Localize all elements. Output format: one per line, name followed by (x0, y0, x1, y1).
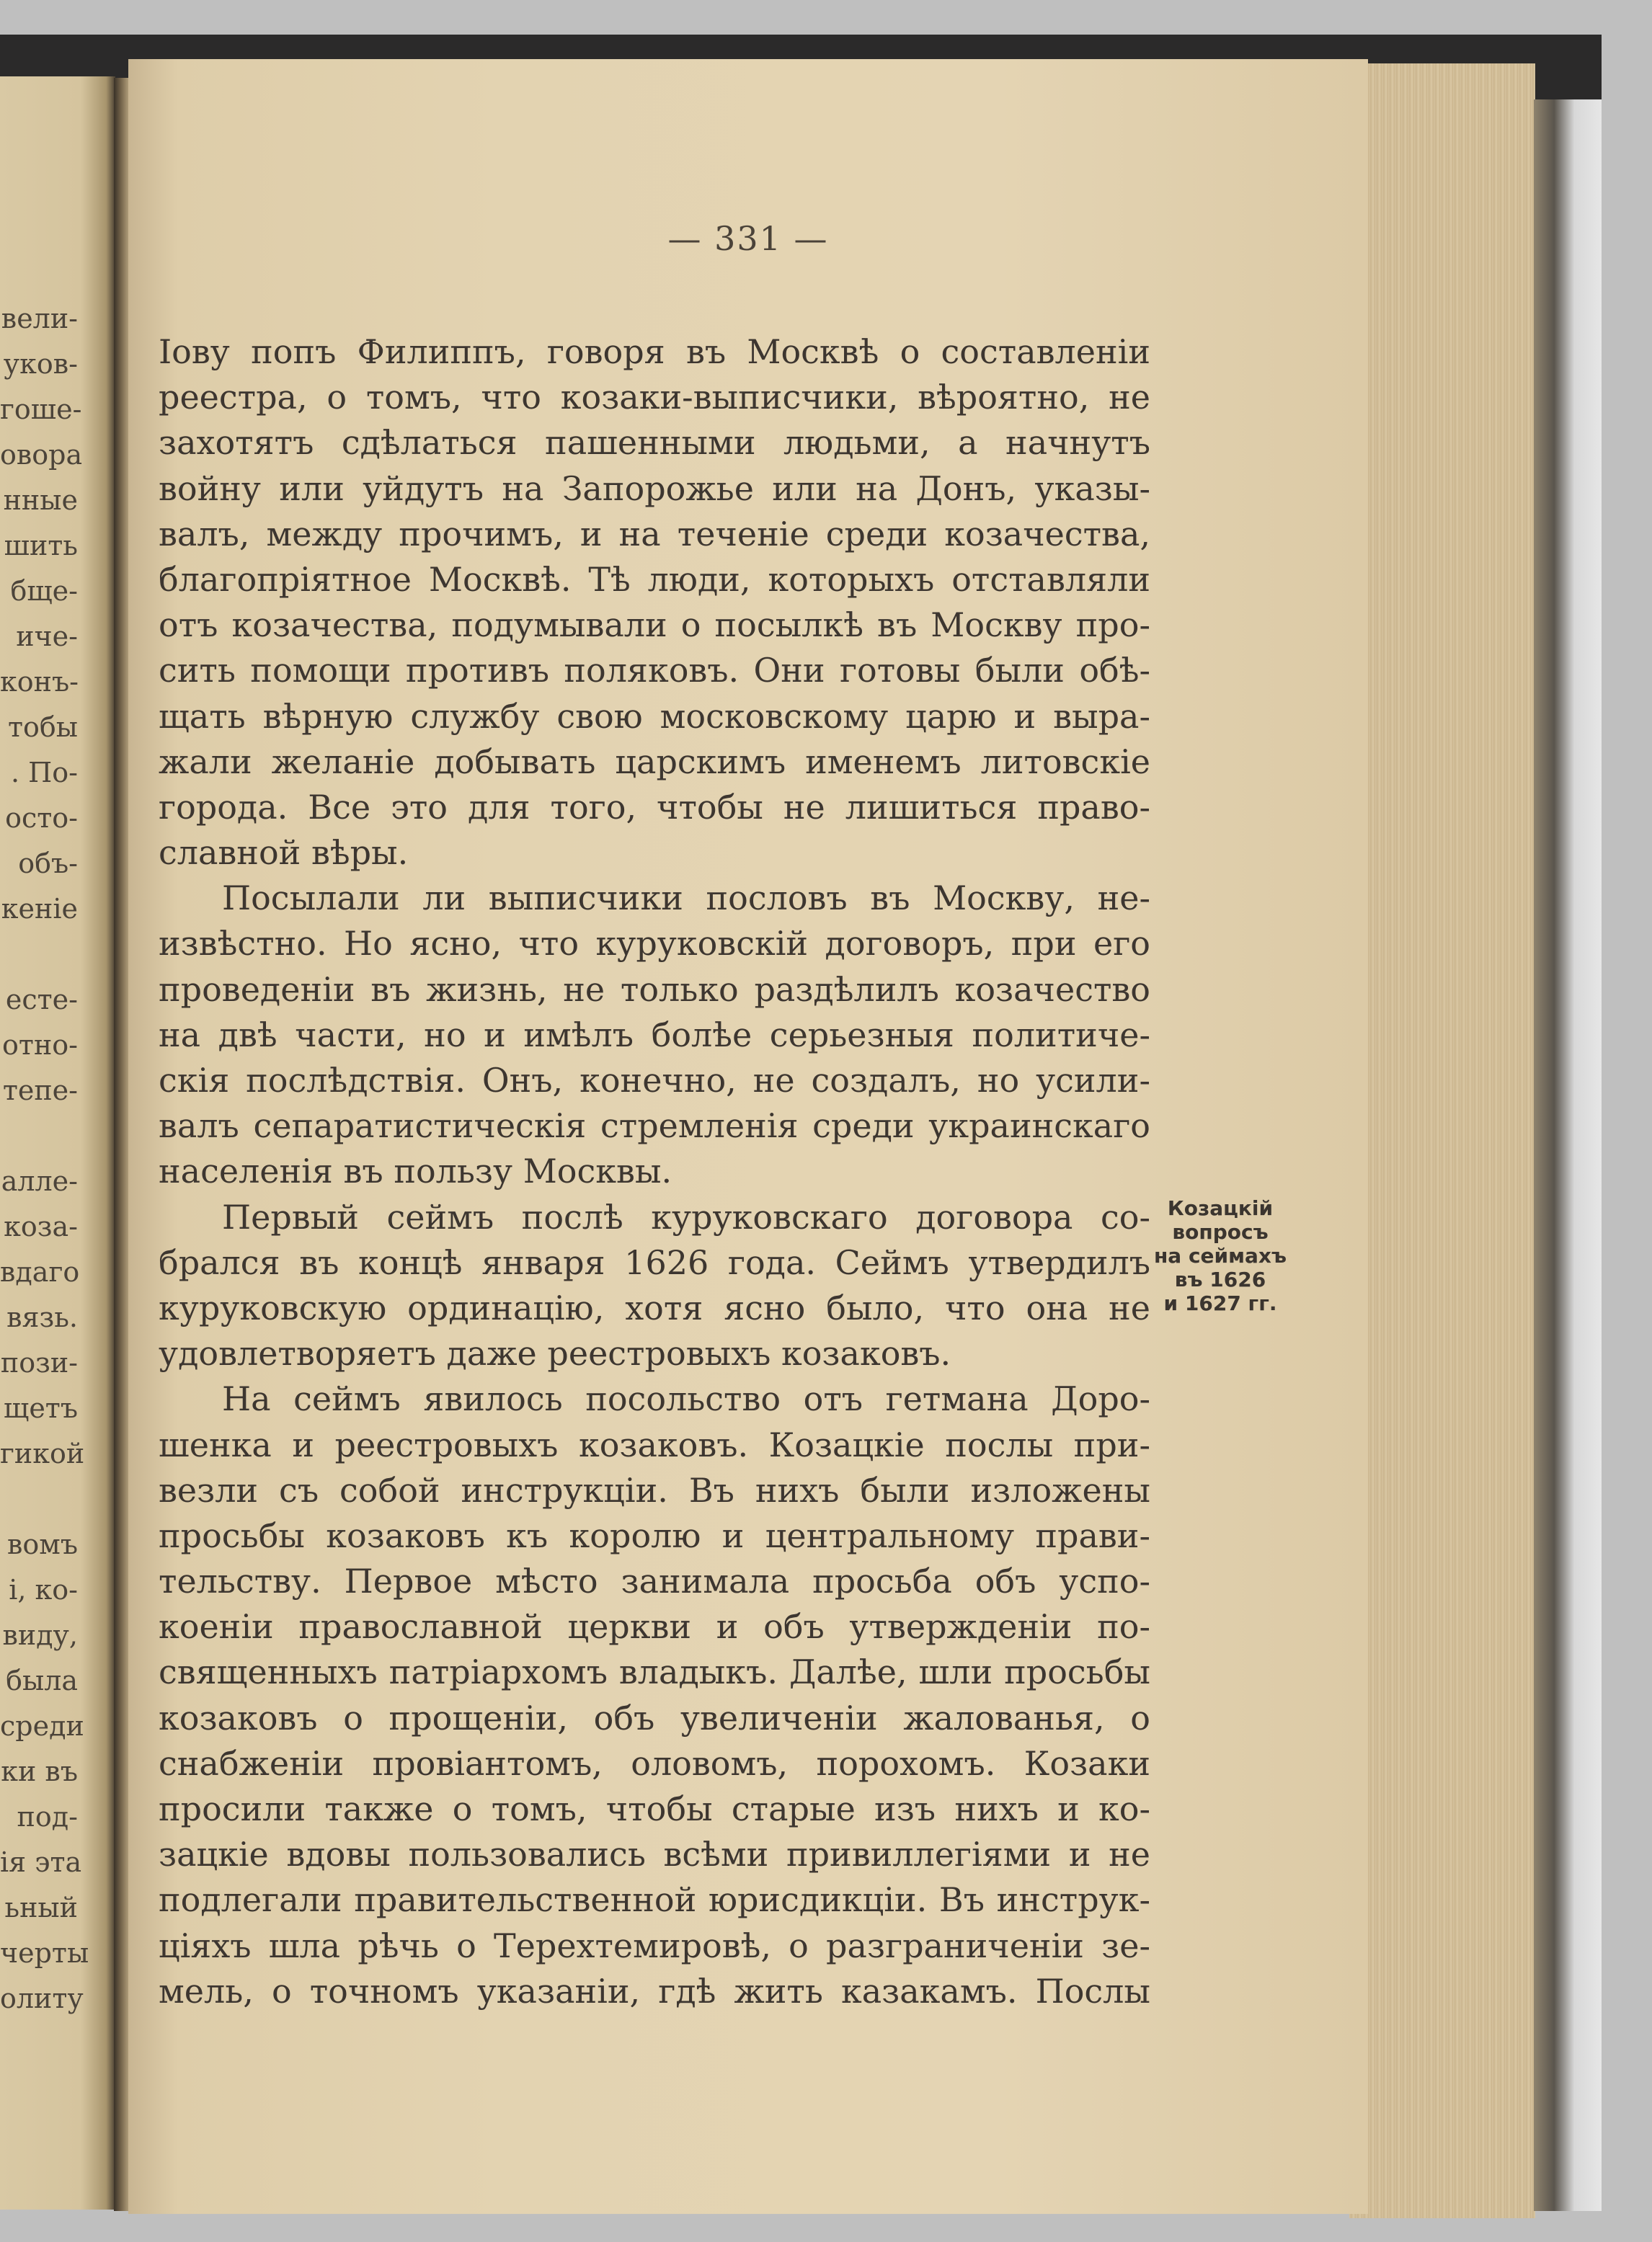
left-page-fragment: вязь. (6, 1302, 78, 1333)
page-number: — 331 — (667, 219, 829, 258)
text-line: Посылали ли выписчики пословъ въ Москву, не- (222, 878, 1150, 918)
text-line: отъ козачества, подумывали о посылкѣ въ Москву про- (159, 605, 1150, 645)
text-line: жали желаніе добывать царскимъ именемъ литовскіе (159, 742, 1150, 781)
text-line: ціяхъ шла рѣчь о Терехтемировѣ, о разграниченіи зе- (159, 1926, 1150, 1965)
left-page-fragment: шить (4, 530, 78, 561)
left-page-fragment: ьный (4, 1892, 78, 1923)
text-line: шенка и реестровыхъ козаковъ. Козацкіе послы при- (159, 1425, 1150, 1464)
left-page-fragment: среди (0, 1710, 84, 1742)
left-page-fragment: черты (0, 1937, 89, 1969)
text-line: благопріятное Москвѣ. Тѣ люди, которыхъ отставляли (159, 559, 1150, 599)
text-line: зацкіе вдовы пользовались всѣми привиллегіями и не (159, 1835, 1150, 1874)
text-line: подлегали правительственной юрисдикціи. Въ инструк- (159, 1880, 1150, 1920)
left-page-fragment: ки въ (1, 1756, 78, 1787)
text-line: валъ сепаратистическія стремленія среди украинскаго (159, 1106, 1150, 1146)
left-page-fragment: уков- (3, 348, 78, 380)
text-line: на двѣ части, но и имѣлъ болѣе серьезныя политиче- (159, 1015, 1150, 1054)
left-page-fragment: тепе- (2, 1075, 78, 1106)
previous-page (0, 76, 115, 2210)
left-page-fragment: вдаго (0, 1256, 80, 1288)
text-line: снабженіи провіантомъ, оловомъ, порохомъ. Козаки (159, 1743, 1150, 1783)
margin-note-line: въ 1626 (1174, 1268, 1266, 1291)
left-page-fragment: алле- (1, 1165, 78, 1197)
text-line: Іову попъ Филиппъ, говоря въ Москвѣ о составленіи (159, 332, 1150, 371)
text-line: священныхъ патріархомъ владыкъ. Далѣе, шли просьбы (159, 1652, 1150, 1692)
page-edges (1349, 63, 1535, 2218)
left-page-fragment: вели- (1, 303, 78, 334)
text-line: просили также о томъ, чтобы старые изъ нихъ и ко- (159, 1789, 1150, 1828)
text-line: коеніи православной церкви и объ утвержденіи по- (159, 1607, 1150, 1647)
text-line: валъ, между прочимъ, и на теченіе среди козачества, (159, 514, 1150, 553)
text-line: мель, о точномъ указаніи, гдѣ жить казакамъ. Послы (159, 1971, 1150, 2011)
book-page (128, 59, 1368, 2214)
left-page-fragment: вомъ (6, 1529, 78, 1560)
text-line: щать вѣрную службу свою московскому царю и выра- (159, 696, 1150, 736)
text-line: куруковскую ординацію, хотя ясно было, что она не (159, 1288, 1150, 1327)
left-page-fragment: была (6, 1665, 78, 1696)
left-page-fragment: . По- (10, 757, 78, 788)
margin-note-line: Козацкій (1167, 1196, 1274, 1220)
left-page-fragment: кеніе (1, 893, 78, 925)
left-page-fragment: овора (0, 439, 83, 471)
left-page-fragment: пози- (0, 1347, 78, 1379)
text-line: На сеймъ явилось посольство отъ гетмана Доро- (222, 1379, 1150, 1419)
left-page-fragment: есте- (5, 984, 78, 1015)
left-page-fragment: гоше- (0, 393, 82, 425)
text-line: удовлетворяетъ даже реестровыхъ козаковъ. (159, 1334, 951, 1374)
left-page-fragment: нные (3, 484, 78, 516)
left-page-fragment: щетъ (3, 1392, 78, 1424)
left-page-fragment: і, ко- (9, 1574, 78, 1606)
text-line: тельству. Первое мѣсто занимала просьба объ успо- (159, 1562, 1150, 1601)
left-page-fragment: виду, (2, 1619, 78, 1651)
text-line: козаковъ о прощеніи, объ увеличеніи жалованья, о (159, 1698, 1150, 1738)
text-line: захотятъ сдѣлаться пашенными людьми, а начнутъ (159, 423, 1150, 463)
text-line: брался въ концѣ января 1626 года. Сеймъ утвердилъ (159, 1242, 1150, 1282)
text-line: славной вѣры. (159, 833, 409, 873)
left-page-fragment: тобы (7, 711, 78, 743)
text-line: проведеніи въ жизнь, не только раздѣлилъ козачество (159, 969, 1150, 1009)
left-page-fragment: объ- (18, 848, 78, 879)
text-line: просьбы козаковъ къ королю и центральному прави- (159, 1516, 1150, 1555)
left-page-fragment: конъ- (0, 666, 79, 698)
left-page-fragment: гикой (0, 1438, 85, 1469)
left-page-fragment: ія эта (0, 1846, 82, 1878)
text-line: сить помощи противъ поляковъ. Они готовы были обѣ- (159, 651, 1150, 690)
left-page-fragment: иче- (16, 620, 78, 652)
margin-note (1152, 1196, 1289, 1315)
margin-note-line: вопросъ (1172, 1220, 1269, 1244)
left-page-fragment: отно- (2, 1029, 78, 1061)
left-page-fragment: осто- (5, 802, 78, 834)
margin-note-line: и 1627 гг. (1163, 1291, 1277, 1315)
left-page-fragment: под- (17, 1801, 78, 1833)
text-line: реестра, о томъ, что козаки-выписчики, вѣроятно, не (159, 378, 1150, 417)
page-edges-shadow (1534, 99, 1602, 2211)
text-line: везли съ собой инструкціи. Въ нихъ были изложены (159, 1470, 1150, 1510)
text-line: скія послѣдствія. Онъ, конечно, не создалъ, но усили- (159, 1061, 1150, 1100)
scan-background (0, 35, 1602, 2209)
left-page-fragment: олиту (0, 1983, 84, 2014)
margin-note-line: на сеймахъ (1153, 1244, 1287, 1268)
text-line: извѣстно. Но ясно, что куруковскій договоръ, при его (159, 924, 1150, 964)
left-page-fragment: коза- (4, 1211, 78, 1242)
body-text (159, 329, 1150, 2014)
left-page-fragment: бще- (10, 575, 78, 607)
book-gutter (114, 78, 130, 2211)
text-line: города. Все это для того, чтобы не лишиться право- (159, 787, 1150, 827)
text-line: войну или уйдутъ на Запорожье или на Донъ, указы- (159, 468, 1150, 508)
text-line: Первый сеймъ послѣ куруковскаго договора со- (222, 1197, 1150, 1237)
text-line: населенія въ пользу Москвы. (159, 1152, 672, 1191)
